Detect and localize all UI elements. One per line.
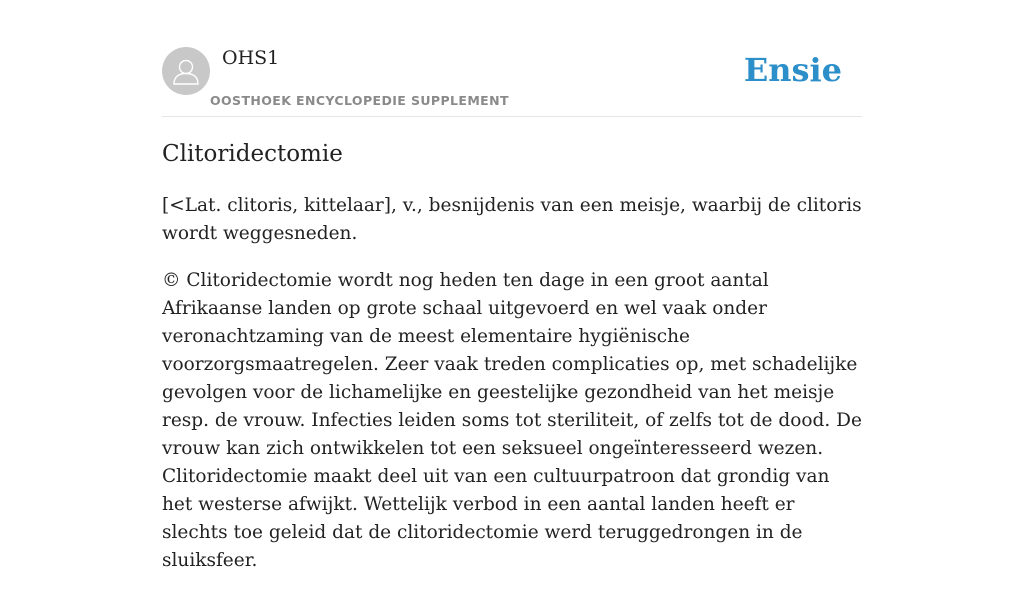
article-title: Clitoridectomie xyxy=(162,141,343,167)
article-header xyxy=(162,36,862,117)
source-label[interactable]: OOSTHOEK ENCYCLOPEDIE SUPPLEMENT xyxy=(210,93,509,108)
body-paragraph: © Clitoridectomie wordt nog heden ten dage in een groot aantal Afrikaanse landen op grote schaal uitgevoerd en wel vaak onder veronachtzaming van de meest elementaire hygiënische voorzorgsmaatregelen. Zeer vaak treden complicaties op, met schadelijke gevolgen voor de lichamelijke en geestelijke gezondheid van het meisje resp. de vrouw. Infecties leiden soms tot steriliteit, of zelfs tot de dood. De vrouw kan zich ontwikkelen tot een seksueel ongeïnteresseerd wezen. Clitoridectomie maakt deel uit van een cultuurpatroon dat grondig van het westerse afwijkt. Wettelijk verbod in een aantal landen heeft er slechts toe geleid dat de clitoridectomie werd teruggedrongen in de sluiksfeer. xyxy=(162,270,862,571)
author-name[interactable]: OHS1 xyxy=(222,47,280,69)
article-body xyxy=(162,192,862,594)
user-silhouette-icon xyxy=(162,47,210,95)
author-avatar[interactable] xyxy=(162,47,210,95)
brand-logo-link[interactable]: Ensie xyxy=(743,51,842,89)
definition-paragraph: [<Lat. clitoris, kittelaar], v., besnijdenis van een meisje, waarbij de clitoris wordt weggesneden. xyxy=(162,195,862,244)
